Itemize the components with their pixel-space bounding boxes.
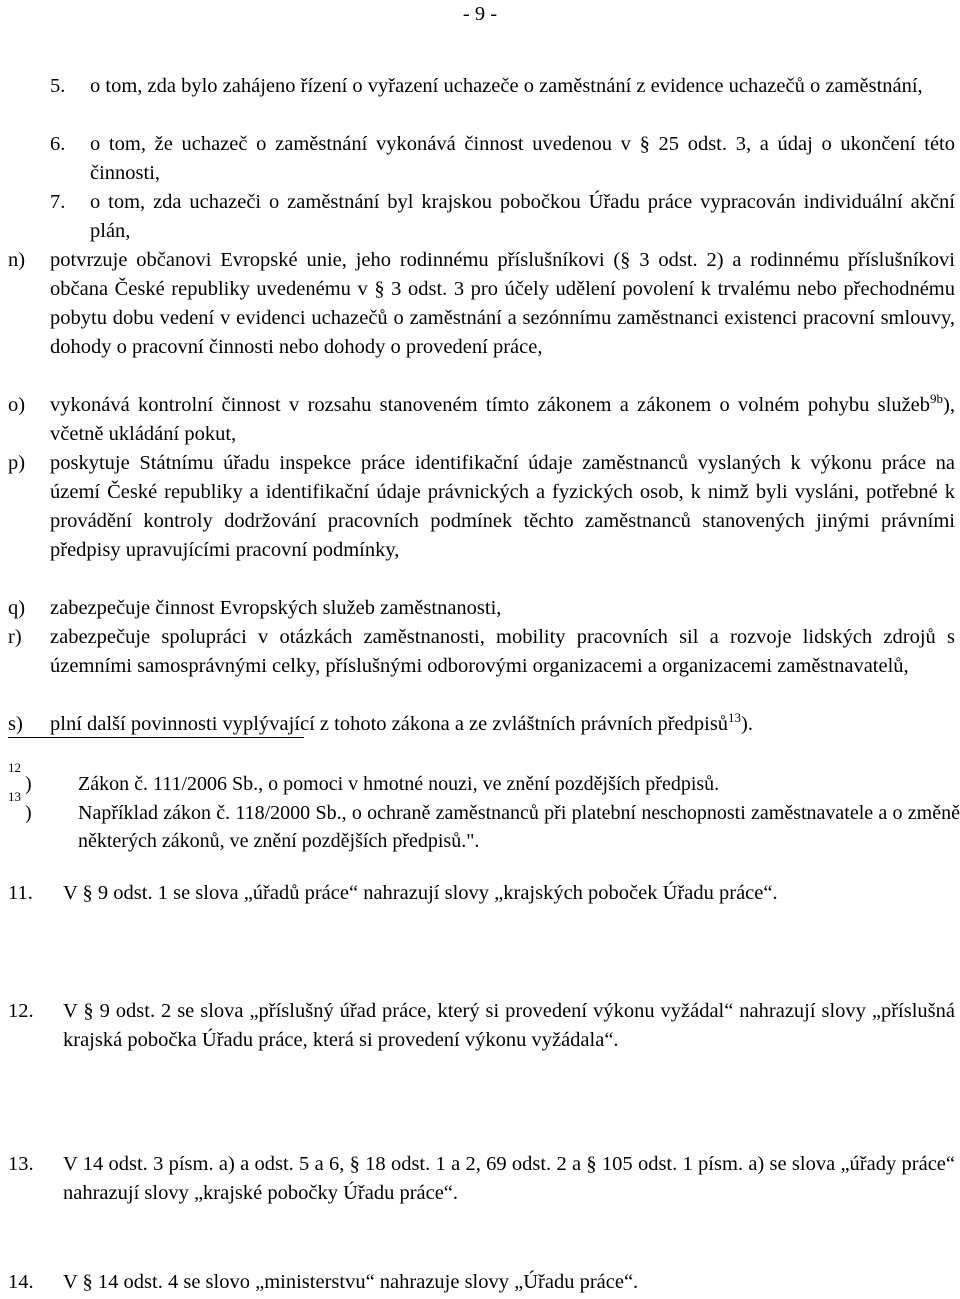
item-text: zabezpečuje činnost Evropských služeb zaměstnanosti, (50, 597, 502, 619)
amendment-number: 11. (8, 882, 33, 904)
item-text (50, 391, 955, 449)
footnote-mark: 12 (8, 760, 21, 775)
text-part: ), včetně ukládání pokut, (50, 394, 955, 445)
item-text: o tom, zda bylo zahájeno řízení o vyřazení uchazeče o zaměstnání z evidence uchazečů o zaměstnání, (90, 75, 923, 97)
numbered-item (50, 72, 955, 101)
item-text (50, 710, 955, 739)
item-number: 6. (50, 133, 66, 155)
page-number: - 9 - (462, 3, 498, 25)
text-part: vykonává kontrolní činnost v rozsahu stanoveném tímto zákonem a zákonem o volném pohybu služeb (50, 394, 931, 416)
footnote-separator (8, 737, 304, 738)
item-text: o tom, že uchazeč o zaměstnání vykonává činnost uvedenou v § 25 odst. 3, a údaj o ukončení této činnosti, (90, 133, 955, 184)
footnote-reference: 9b (930, 391, 944, 407)
item-letter: r) (8, 626, 22, 648)
amendment-point (8, 997, 955, 1055)
footnote-reference: 13 (728, 710, 742, 726)
footnote (8, 789, 960, 855)
lettered-item (8, 391, 955, 449)
item-letter: q) (8, 597, 26, 619)
lettered-item (8, 710, 955, 739)
item-text: potvrzuje občanovi Evropské unie, jeho rodinnému příslušníkovi (§ 3 odst. 2) a rodinnému příslušníkovi občana České republiky uvedenému v § 3 odst. 3 pro účely udělení povolení k trvalému nebo přechodnému pobytu dobu vedení v evidenci uchazečů o zaměstnání a sezónnímu zaměstnanci existenci pracovní smlouvy, dohody o pracovní činnosti nebo dohody o provedení práce, (50, 249, 955, 358)
numbered-item (50, 188, 955, 246)
amendment-text: V § 9 odst. 2 se slova „příslušný úřad práce, který si provedení výkonu vyžádal“ nahrazují slovy „příslušná krajská pobočka Úřadu práce, která si provedení výkonu vyžádala“. (63, 1000, 955, 1051)
item-letter: o) (8, 394, 26, 416)
lettered-item (8, 449, 955, 565)
footnote (8, 760, 960, 798)
amendment-text: V 14 odst. 3 písm. a) a odst. 5 a 6, § 18 odst. 1 a 2, 69 odst. 2 a § 105 odst. 1 písm. a) se slova „úřady práce“ nahrazují slovy „krajské pobočky Úřadu práce“. (63, 1153, 955, 1204)
footnote-text: Zákon č. 111/2006 Sb., o pomoci v hmotné nouzi, ve znění pozdějších předpisů. (78, 773, 720, 795)
amendment-point (8, 1150, 955, 1208)
numbered-item (50, 130, 955, 188)
item-letter: p) (8, 452, 26, 474)
item-text: zabezpečuje spolupráci v otázkách zaměstnanosti, mobility pracovních sil a rozvoje lidských zdrojů s územními samosprávnými celky, příslušnými odborovými organizacemi a organizacemi zaměstnavatelů, (50, 626, 955, 677)
amendment-point (8, 1268, 955, 1297)
item-letter: n) (8, 249, 26, 271)
footnote-mark: 13 (8, 789, 21, 804)
lettered-item (8, 623, 955, 681)
item-text: o tom, zda uchazeči o zaměstnání byl krajskou pobočkou Úřadu práce vypracován individuální akční plán, (90, 191, 955, 242)
footnote-text: Například zákon č. 118/2000 Sb., o ochraně zaměstnanců při platební neschopnosti zaměstnavatele a o změně některých zákonů, ve znění pozdějších předpisů.". (78, 802, 960, 852)
amendment-text: V § 14 odst. 4 se slovo „ministerstvu“ nahrazuje slovy „Úřadu práce“. (63, 1271, 639, 1293)
amendment-point (8, 879, 955, 908)
amendment-number: 13. (8, 1153, 34, 1175)
amendment-text: V § 9 odst. 1 se slova „úřadů práce“ nahrazují slovy „krajských poboček Úřadu práce“. (63, 882, 778, 904)
item-number: 7. (50, 191, 66, 213)
lettered-item (8, 594, 955, 623)
item-text: poskytuje Státnímu úřadu inspekce práce identifikační údaje zaměstnanců vyslaných k výkonu práce na území České republiky a identifikační údaje právnických a fyzických osob, k nimž byli vysláni, potřebné k provádění kontroly dodržování pracovních podmínek těchto zaměstnanců stanovených jinými právními předpisy upravujícími pracovní podmínky, (50, 452, 955, 561)
lettered-item (8, 246, 955, 362)
text-part: plní další povinnosti vyplývající z tohoto zákona a ze zvláštních právních předpisů (50, 713, 729, 735)
text-part: ). (741, 713, 753, 735)
footnote-paren: ) (25, 773, 32, 795)
amendment-number: 14. (8, 1271, 34, 1293)
item-letter: s) (8, 713, 23, 735)
item-number: 5. (50, 75, 66, 97)
amendment-number: 12. (8, 1000, 34, 1022)
footnote-paren: ) (25, 802, 32, 824)
